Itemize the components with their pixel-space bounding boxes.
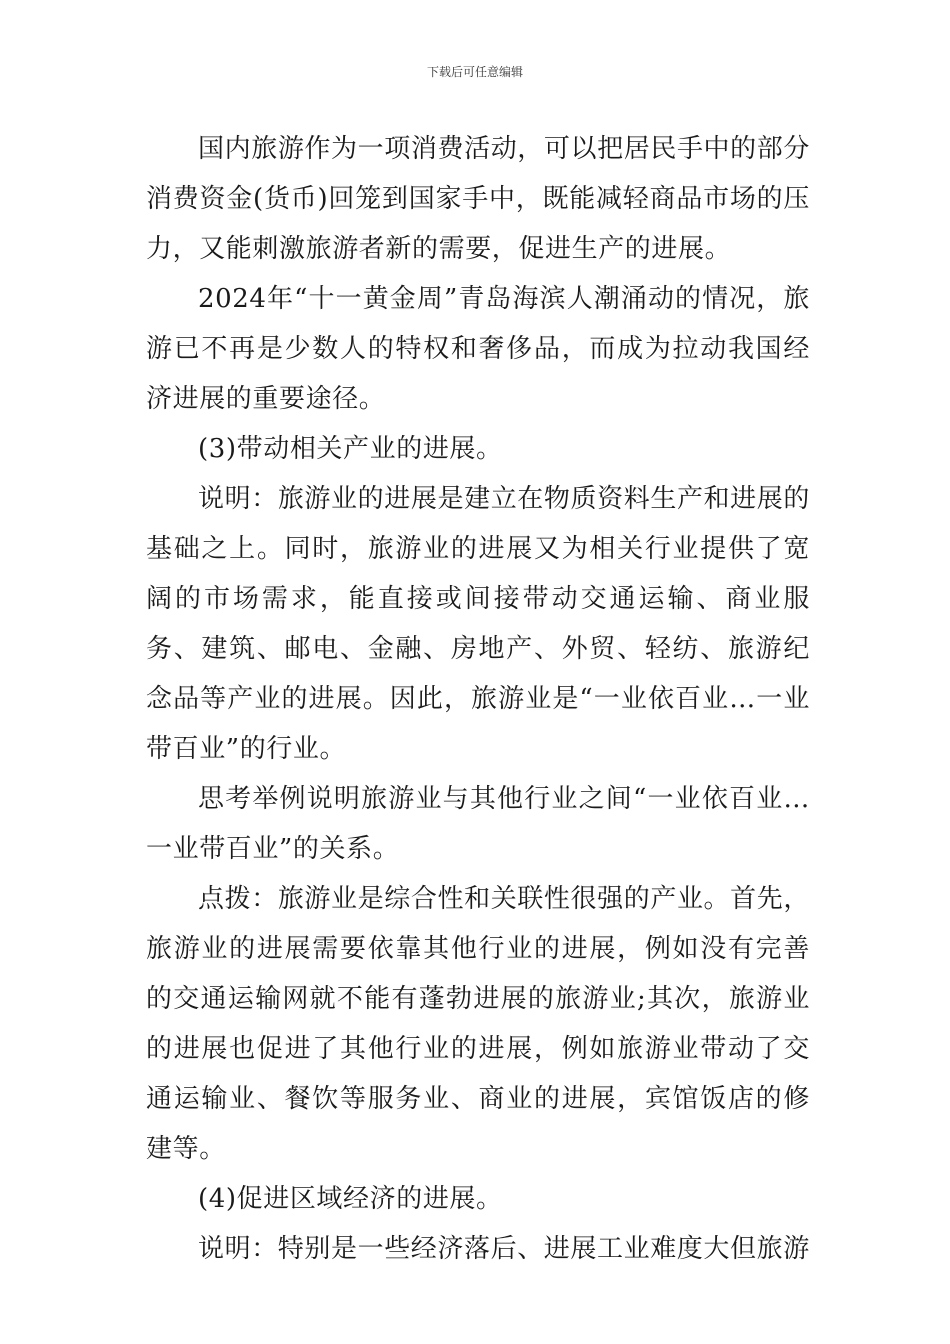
paragraph-golden-week: 2024年“十一黄金周”青岛海滨人潮涌动的情况，旅游已不再是少数人的特权和奢侈品，而成为拉动我国经济进展的重要途径。 bbox=[146, 284, 810, 414]
paragraph-heading-regional-economy: (4)促进区域经济的进展。 bbox=[198, 1184, 503, 1214]
paragraph-hint: 点拨：旅游业是综合性和关联性很强的产业。首先，旅游业的进展需要依靠其他行业的进展，例如没有完善的交通运输网就不能有蓬勃进展的旅游业;其次，旅游业的进展也促进了其他行业的进展，例如旅游业带动了交通运输业、餐饮等服务业、商业的进展，宾馆饭店的修建等。 bbox=[146, 884, 810, 1164]
paragraph-explanation-related-industries: 说明：旅游业的进展是建立在物质资料生产和进展的基础之上。同时，旅游业的进展又为相关行业提供了宽阔的市场需求，能直接或间接带动交通运输、商业服务、建筑、邮电、金融、房地产、外贸、轻纺、旅游纪念品等产业的进展。因此，旅游业是“一业依百业…一业带百业”的行业。 bbox=[146, 484, 810, 764]
page-header: 下载后可任意编辑 bbox=[426, 65, 523, 79]
paragraph-thinking-question: 思考举例说明旅游业与其他行业之间“一业依百业…一业带百业”的关系。 bbox=[146, 784, 810, 864]
paragraph-explanation-regional-economy: 说明：特别是一些经济落后、进展工业难度大但旅游 bbox=[198, 1234, 810, 1264]
paragraph-heading-related-industries: (3)带动相关产业的进展。 bbox=[198, 434, 503, 464]
document-body bbox=[146, 124, 810, 1274]
paragraph-domestic-tourism: 国内旅游作为一项消费活动，可以把居民手中的部分消费资金(货币)回笼到国家手中，既能减轻商品市场的压力，又能刺激旅游者新的需要，促进生产的进展。 bbox=[146, 134, 810, 264]
